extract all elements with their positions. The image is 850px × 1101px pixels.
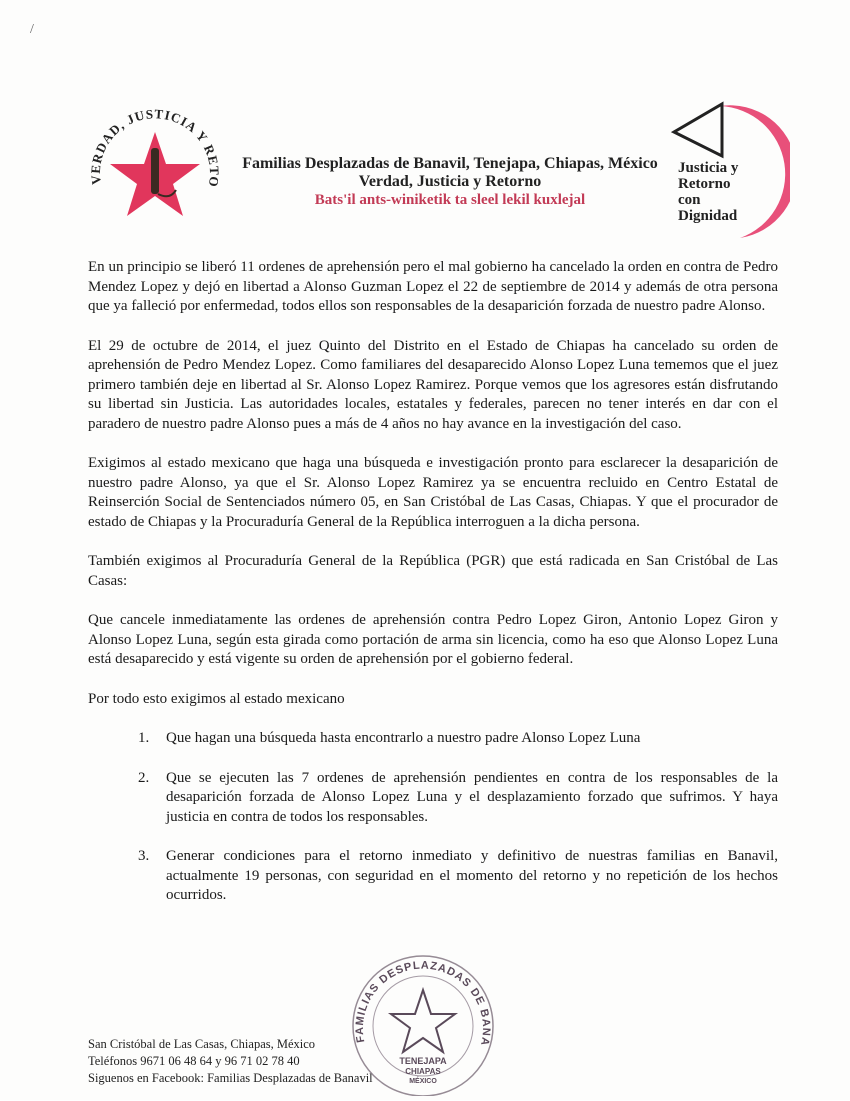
organization-stamp [343, 946, 503, 1096]
demand-text: Generar condiciones para el retorno inmediato y definitivo de nuestras familias en Banavil, actualmente 19 personas, con seguridad en el momento del retorno y no repetición de los hechos ocurridos. [166, 848, 778, 903]
demand-text: Que se ejecuten las 7 ordenes de aprehensión pendientes en contra de los responsables de la desaparición forzada de Alonso Lopez Luna y el desplazamiento forzado que sufrimos. Y haya justicia en contra de todos los responsables. [166, 769, 778, 825]
demand-number: 1. [138, 730, 150, 746]
letterhead [0, 0, 850, 250]
demand-number: 2. [138, 769, 150, 786]
demand-item [138, 769, 778, 828]
stamp-graphic [343, 946, 503, 1096]
org-motto-tseltal: Bats'il ants-winiketik ta sleel lekil kuxlejal [314, 192, 586, 208]
paragraph-3: Exigimos al estado mexicano que haga una búsqueda e investigación pronto para esclarecer la desaparición de nuestro padre Alonso, ya que el Sr. Alonso Lopez Ramirez ya se encuentra recluido en Centro Estatal de Reinserción Social de Sentenciados número 05, en San Cristóbal de Las Casas, Chiapas. Y que el procurador de estado de Chiapas y la Procuraduría General de la República interroguen a la dicha persona. [88, 455, 778, 530]
logo-right-caption [678, 160, 788, 224]
justicia-retorno-dignidad-logo [660, 98, 790, 248]
demand-item [138, 729, 778, 749]
paragraph-4: También exigimos al Procuraduría General de la República (PGR) que está radicada en San Cristóbal de Las Casas: [88, 553, 778, 589]
logo-text-con: con [678, 192, 701, 208]
footer-address: San Cristóbal de Las Casas, Chiapas, México [88, 1037, 316, 1051]
paragraph-5: Que cancele inmediatamente las ordenes de aprehensión contra Pedro Lopez Giron, Antonio Lopez Giron y Alonso Lopez Luna, según esta girada como portación de arma sin licencia, como ha eso que Alonso Lopez Luna está desaparecido y está vigente su orden de aprehensión por el gobierno federal. [88, 612, 778, 667]
paragraph-6: Por todo esto exigimos al estado mexicano [88, 690, 345, 707]
letter-body [88, 258, 778, 926]
stamp-tenejapa: TENEJAPA [399, 1056, 447, 1066]
demands-list [88, 729, 778, 906]
letterhead-title-block [225, 155, 675, 209]
stray-pen-mark: / [30, 22, 34, 37]
paragraph-2: El 29 de octubre de 2014, el juez Quinto del Distrito en el Estado de Chiapas ha cancelado su orden de aprehensión de Pedro Mendez Lopez. Como familiares del desaparecido Alonso Lopez Luna tememos que el juez primero también deje en libertad al Sr. Alonso Lopez Ramirez. Porque vemos que los agresores están disfrutando su libertad sin Justicia. Las autoridades locales, estatales y federales, parecen no tener interés en dar con el paradero de nuestro padre Alonso pues a más de 4 años no hay avance en la investigación del caso. [88, 337, 778, 432]
org-name: Familias Desplazadas de Banavil, Tenejapa, Chiapas, México [242, 155, 658, 172]
logo-text-justicia: Justicia y [678, 160, 739, 176]
org-motto: Verdad, Justicia y Retorno [358, 173, 542, 190]
stamp-ring-text: FAMILIAS DESPLAZADAS DE BANA [353, 959, 493, 1047]
demand-text: Que hagan una búsqueda hasta encontrarlo a nuestro padre Alonso Lopez Luna [166, 730, 641, 746]
stamp-chiapas: CHIAPAS [405, 1067, 441, 1076]
logo-ring-text: VERDAD, JUSTICIA Y RETO [87, 106, 223, 189]
logo-text-retorno: Retorno [678, 176, 731, 192]
svg-text:FAMILIAS DESPLAZADAS DE BANAVI [343, 946, 492, 1047]
footer-phones: Teléfonos 9671 06 48 64 y 96 71 02 78 40 [88, 1054, 300, 1068]
demand-item [138, 847, 778, 906]
stamp-mexico: MÉXICO [409, 1078, 437, 1085]
demand-number: 3. [138, 848, 150, 864]
logo-text-dignidad: Dignidad [678, 208, 738, 224]
star-logo-graphic [80, 100, 230, 230]
letter-footer [88, 1036, 373, 1087]
footer-facebook: Siguenos en Facebook: Familias Desplazadas de Banavil [88, 1071, 373, 1085]
paragraph-1: En un principio se liberó 11 ordenes de aprehensión pero el mal gobierno ha cancelado la orden en contra de Pedro Mendez Lopez y dejó en libertad a Alonso Guzman Lopez el 22 de septiembre de 2014 y además de otra persona que ya falleció por enfermedad, todos ellos son responsables de la desaparición forzada de nuestro padre Alonso. [88, 259, 778, 314]
verdad-justicia-retorno-logo [80, 100, 230, 230]
